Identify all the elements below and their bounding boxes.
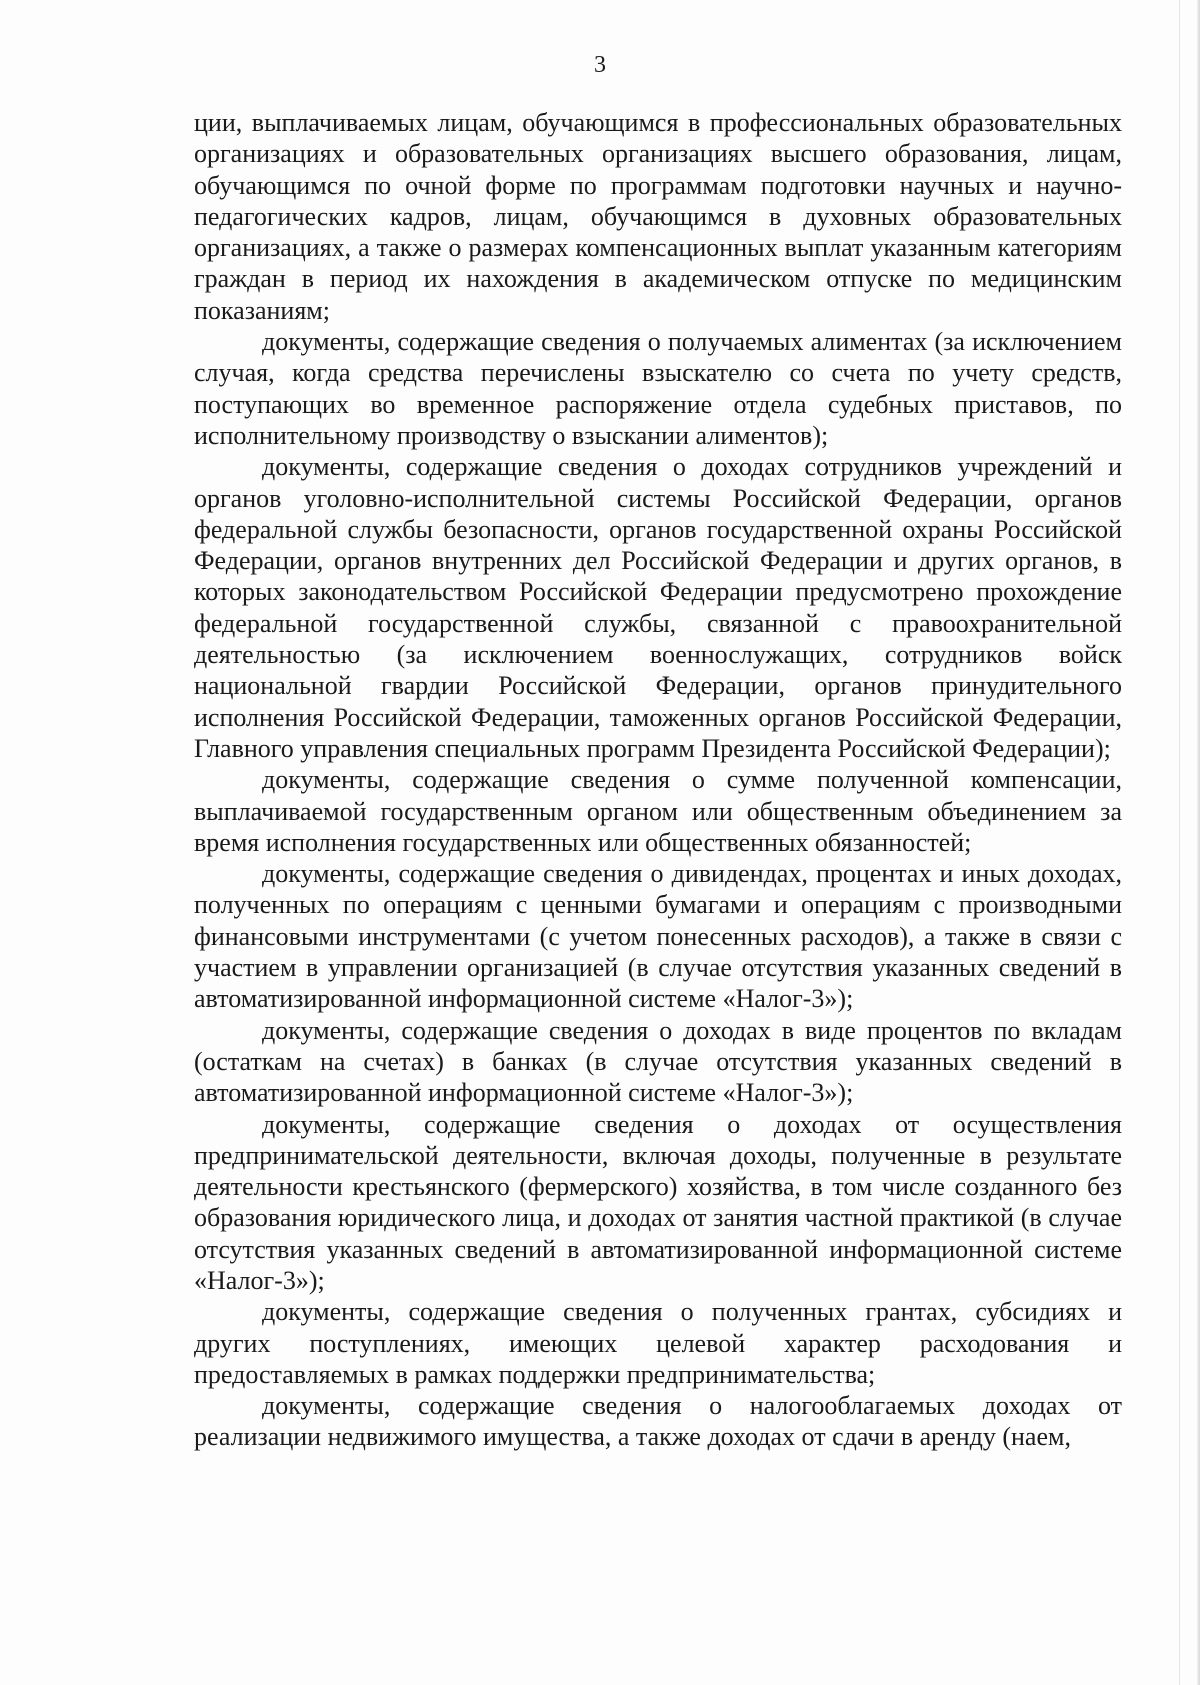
paragraph-compensation: документы, содержащие сведения о сумме полученной компенсации, выплачиваемой государственным органом или общественным объединением за время исполнения государственных или общественных обязанностей; (194, 765, 1122, 857)
paragraph-continued: ции, выплачиваемых лицам, обучающимся в профессиональных образовательных организациях и образовательных организациях высшего образования, лицам, обучающимся по очной форме по программам подготовки научных и научно-педагогических кадров, лицам, обучающимся в духовных образовательных организациях, а также о размерах компенсационных выплат указанным категориям граждан в период их нахождения в академическом отпуске по медицинским показаниям; (194, 108, 1122, 325)
document-body (194, 107, 1122, 1453)
page-number: 3 (594, 52, 606, 78)
paragraph-real-estate: документы, содержащие сведения о налогооблагаемых доходах от реализации недвижимого имущества, а также доходах от сдачи в аренду (наем, (194, 1391, 1122, 1452)
paragraph-business-income: документы, содержащие сведения о доходах от осуществления предпринимательской деятельности, включая доходы, полученные в результате деятельности крестьянского (фермерского) хозяйства, в том числе созданного без образования юридического лица, и доходах от занятия частной практикой (в случае отсутствия указанных сведений в автоматизированной информационной системе «Налог-3»); (194, 1109, 1122, 1295)
paragraph-dividends: документы, содержащие сведения о дивидендах, процентах и иных доходах, полученных по операциям с ценными бумагами и операциям с производными финансовыми инструментами (с учетом понесенных расходов), а также в связи с участием в управлении организацией (в случае отсутствия указанных сведений в автоматизированной информационной системе «Налог-3»); (194, 859, 1122, 1014)
paragraph-alimony: документы, содержащие сведения о получаемых алиментах (за исключением случая, когда средства перечислены взыскателю со счета по учету средств, поступающих во временное распоряжение отдела судебных приставов, по исполнительному производству о взыскании алиментов); (194, 327, 1122, 450)
scan-artifact-line (1179, 0, 1180, 1685)
paragraph-officer-income: документы, содержащие сведения о доходах сотрудников учреждений и органов уголовно-исполнительной системы Российской Федерации, органов федеральной службы безопасности, органов государственной охраны Российской Федерации, органов внутренних дел Российской Федерации и других органов, в которых законодательством Российской Федерации предусмотрено прохождение федеральной государственной службы, связанной с правоохранительной деятельностью (за исключением военнослужащих, сотрудников войск национальной гвардии Российской Федерации, органов принудительного исполнения Российской Федерации, таможенных органов Российской Федерации, Главного управления специальных программ Президента Российской Федерации); (194, 452, 1122, 763)
paragraph-deposit-interest: документы, содержащие сведения о доходах в виде процентов по вкладам (остаткам на счетах) в банках (в случае отсутствия указанных сведений в автоматизированной информационной системе «Налог-3»); (194, 1015, 1122, 1108)
paragraph-grants: документы, содержащие сведения о полученных грантах, субсидиях и других поступлениях, имеющих целевой характер расходования и предоставляемых в рамках поддержки предпринимательства; (194, 1297, 1122, 1389)
